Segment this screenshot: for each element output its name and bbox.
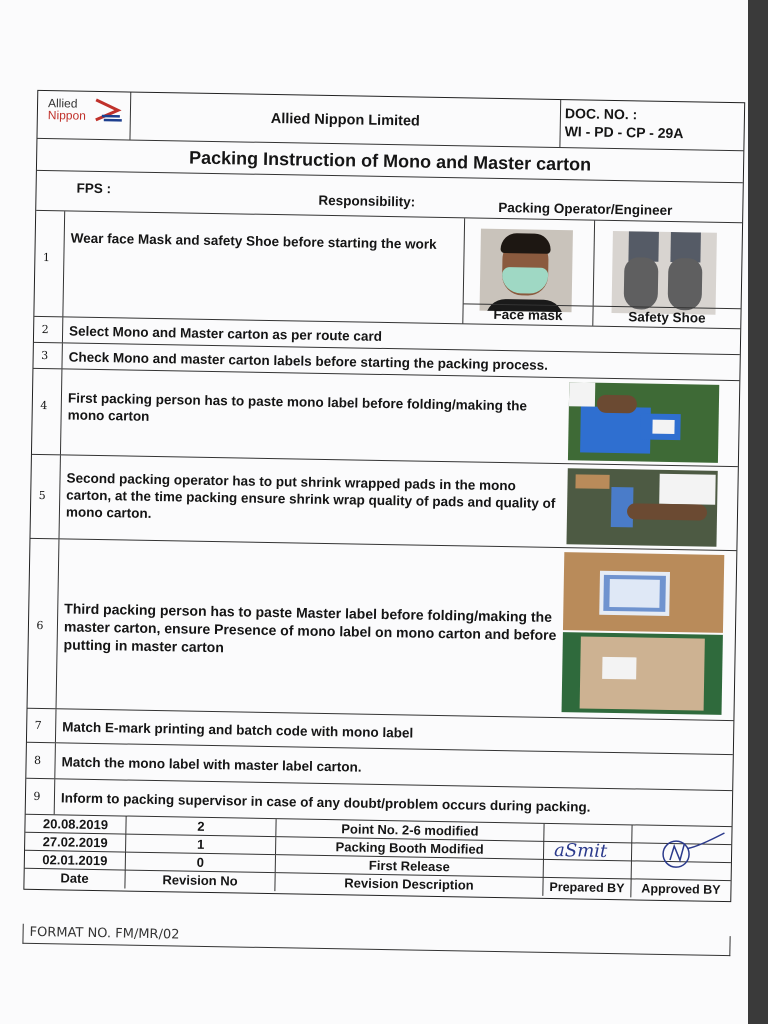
- safety-shoe-photo: [612, 231, 717, 315]
- step-text: Third packing person has to paste Master label before folding/making the master carton, ensure Presence of mono label on mono carton and before putting in master carton: [56, 539, 565, 717]
- doc-number-value: WI - PD - CP - 29A: [564, 123, 684, 142]
- revision-description: Packing Booth Modified: [275, 837, 543, 859]
- step-number: 9: [33, 789, 41, 804]
- face-mask-cell: [462, 218, 594, 325]
- step-number: 8: [33, 753, 42, 768]
- step-text: Inform to packing supervisor in case of any doubt/problem occurs during packing.: [54, 779, 733, 826]
- responsibility-value: Packing Operator/Engineer: [498, 199, 673, 218]
- master-carton-photo: [563, 552, 724, 633]
- doc-number-label: DOC. NO. :: [564, 105, 638, 123]
- logo-text-nippon: Nippon: [47, 108, 87, 123]
- step-row: [34, 211, 742, 329]
- mono-label-photo: [568, 382, 719, 463]
- prepared-signature: aSmit: [553, 840, 608, 862]
- step-text: Select Mono and Master carton as per route card: [62, 317, 740, 354]
- approved-by-header: Approved BY: [630, 879, 730, 899]
- page-title: Packing Instruction of Mono and Master carton: [188, 147, 592, 175]
- face-mask-photo: [480, 229, 573, 313]
- step-row: [30, 455, 737, 551]
- prepared-by-cell: [543, 824, 632, 880]
- safety-shoe-cell: [592, 221, 742, 329]
- revision-description: Point No. 2-6 modified: [275, 819, 543, 841]
- revision-no-header: Revision No: [124, 871, 274, 892]
- responsibility-label: Responsibility:: [318, 192, 416, 210]
- step-row: [28, 539, 737, 721]
- instruction-table: [23, 90, 745, 902]
- step-number: 2: [41, 322, 49, 337]
- prepared-by-header: Prepared BY: [542, 878, 630, 898]
- revision-description-header: Revision Description: [274, 873, 542, 896]
- step-row: [32, 369, 739, 467]
- step-number: 5: [38, 488, 46, 503]
- approved-by-cell: [631, 825, 732, 881]
- face-mask-caption: Face mask: [463, 303, 592, 326]
- company-name: Allied Nippon Limited: [129, 93, 560, 147]
- revision-table: [24, 815, 731, 901]
- format-footer: [22, 924, 730, 956]
- step-text: Second packing operator has to put shrink wrapped pads in the mono carton, at the time packing ensure shrink wrap quality of pads and quality of mono carton.: [58, 455, 567, 547]
- step-text: Check Mono and master carton labels before starting the packing process.: [61, 343, 739, 380]
- revision-date: 20.08.2019: [42, 816, 109, 833]
- shrink-wrap-photo: [566, 468, 717, 547]
- revision-date: 02.01.2019: [42, 852, 108, 869]
- step-text: Match the mono label with master label carton.: [54, 743, 733, 790]
- logo-mark-icon: [92, 98, 124, 125]
- date-header: Date: [60, 870, 89, 886]
- revision-number: 1: [125, 835, 275, 855]
- step-number: 4: [40, 398, 48, 413]
- step-text: Match E-mark printing and batch code with mono label: [55, 709, 733, 754]
- logo: [37, 91, 130, 140]
- step-number: 1: [42, 251, 51, 265]
- revision-description: First Release: [275, 855, 543, 877]
- doc-number: [559, 100, 744, 150]
- approval-signature-icon: [658, 828, 729, 875]
- step-number: 3: [41, 348, 49, 363]
- logo-text-allied: Allied: [47, 96, 78, 111]
- safety-shoe-caption: Safety Shoe: [593, 306, 740, 330]
- step-number: 6: [36, 618, 44, 633]
- revision-number: 2: [125, 817, 275, 837]
- fps-label: FPS :: [76, 180, 112, 197]
- master-label-photo: [562, 632, 723, 715]
- revision-date: 27.02.2019: [42, 834, 108, 851]
- step-text: First packing person has to paste mono label before folding/making the mono carton: [60, 369, 569, 463]
- format-number: FORMAT NO. FM/MR/02: [29, 924, 180, 943]
- step-text: Wear face Mask and safety Shoe before starting the work: [62, 211, 464, 323]
- step-number: 7: [34, 718, 42, 733]
- revision-number: 0: [125, 853, 275, 873]
